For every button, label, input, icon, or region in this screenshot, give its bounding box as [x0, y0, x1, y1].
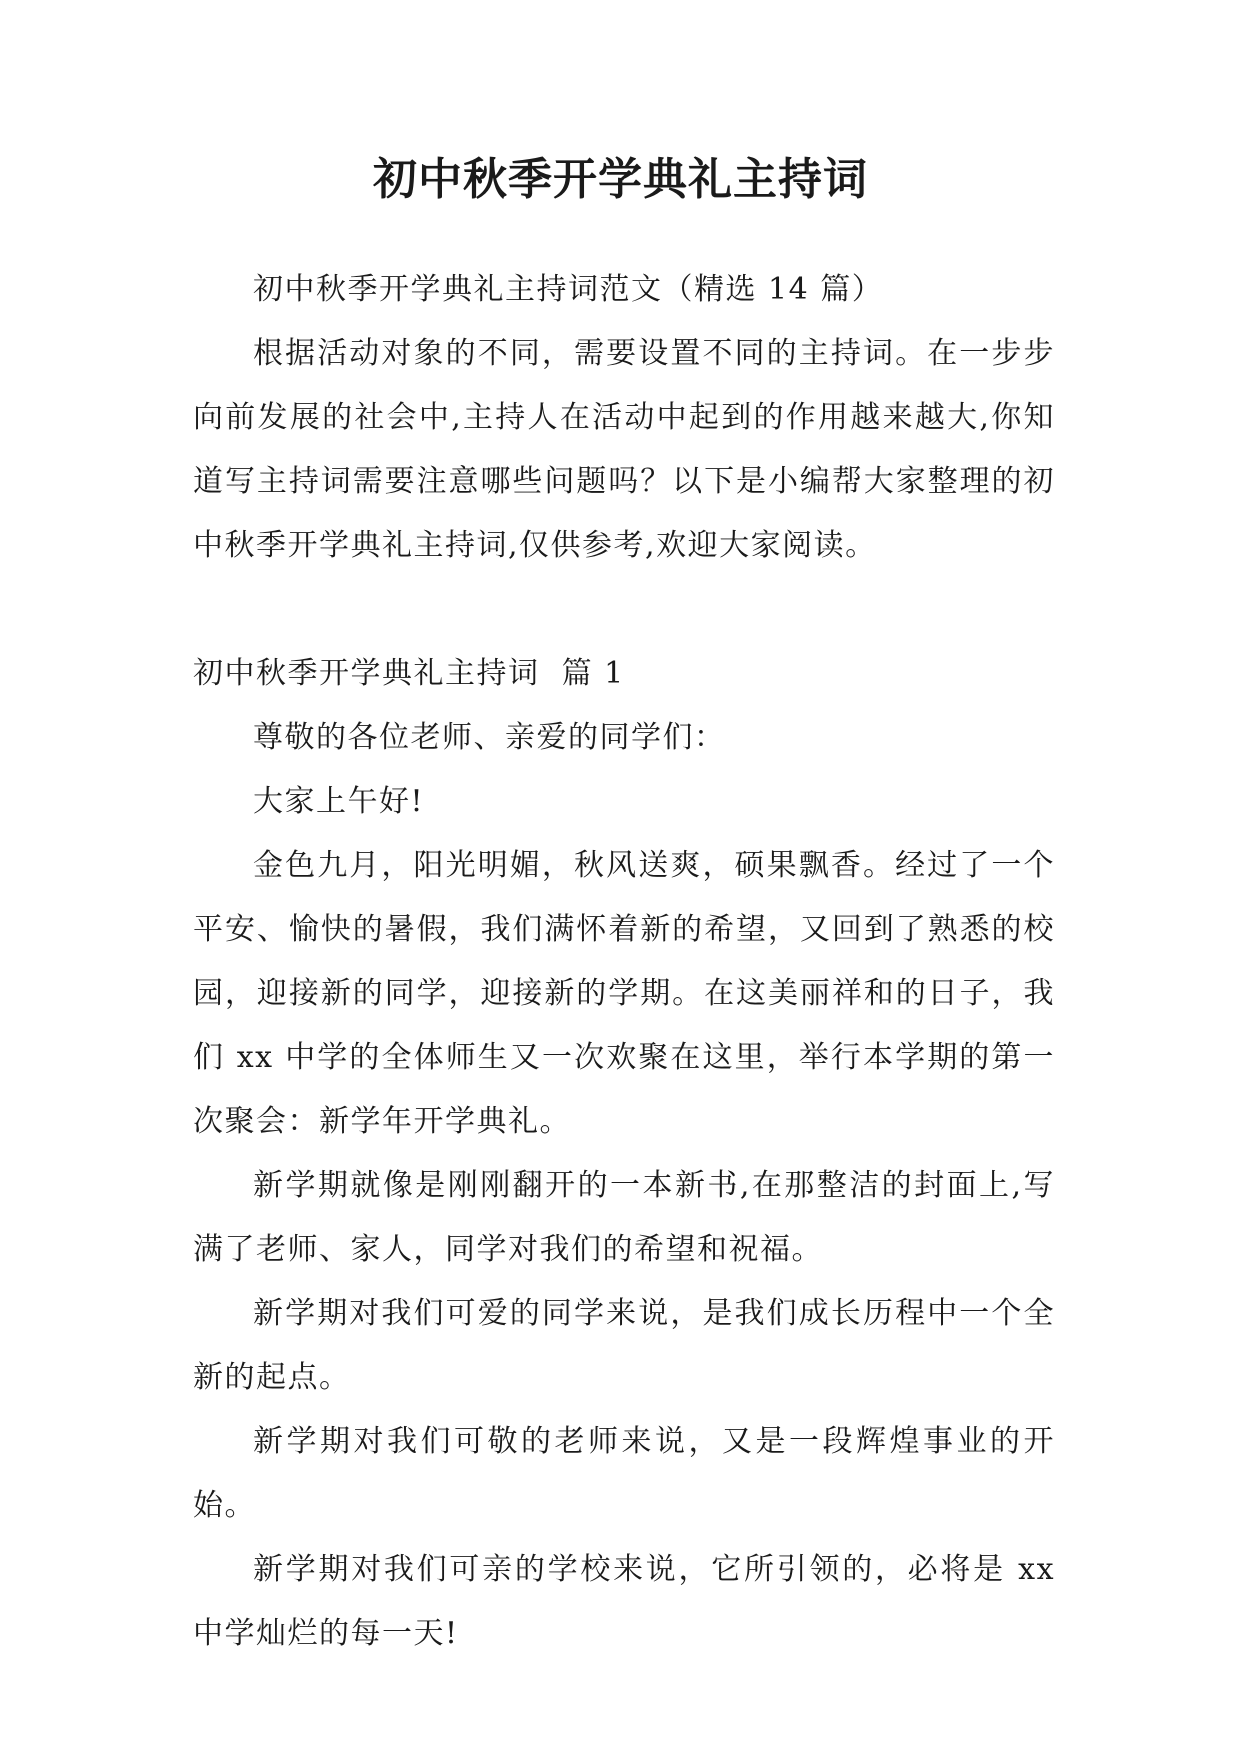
section-spacer — [193, 578, 1055, 642]
body-paragraph: 新学期对我们可亲的学校来说，它所引领的，必将是 xx 中学灿烂的每一天! — [193, 1552, 1055, 1651]
document-subtitle: 初中秋季开学典礼主持词范文（精选 14 篇） — [253, 272, 884, 307]
body-paragraph: 大家上午好! — [253, 784, 425, 819]
body-paragraph: 新学期对我们可敬的老师来说，又是一段辉煌事业的开始。 — [193, 1424, 1055, 1523]
body-paragraph: 新学期就像是刚刚翻开的一本新书,在那整洁的封面上,写满了老师、家人，同学对我们的希望和祝福。 — [193, 1168, 1055, 1267]
body-paragraph: 金色九月，阳光明媚，秋风送爽，硕果飘香。经过了一个平安、愉快的暑假，我们满怀着新的希望，又回到了熟悉的校园，迎接新的同学，迎接新的学期。在这美丽祥和的日子，我们 xx 中学的全体师生又一次欢聚在这里，举行本学期的第一次聚会：新学年开学典礼。 — [193, 848, 1055, 1139]
document-title: 初中秋季开学典礼主持词 — [373, 154, 868, 205]
document-body — [193, 258, 1055, 1666]
intro-paragraph: 根据活动对象的不同，需要设置不同的主持词。在一步步向前发展的社会中,主持人在活动中起到的作用越来越大,你知道写主持词需要注意哪些问题吗？以下是小编帮大家整理的初中秋季开学典礼主持词,仅供参考,欢迎大家阅读。 — [193, 336, 1055, 563]
section-heading: 初中秋季开学典礼主持词 篇 1 — [193, 656, 625, 691]
body-paragraph: 新学期对我们可爱的同学来说，是我们成长历程中一个全新的起点。 — [193, 1296, 1055, 1395]
body-paragraph: 尊敬的各位老师、亲爱的同学们： — [253, 720, 726, 755]
